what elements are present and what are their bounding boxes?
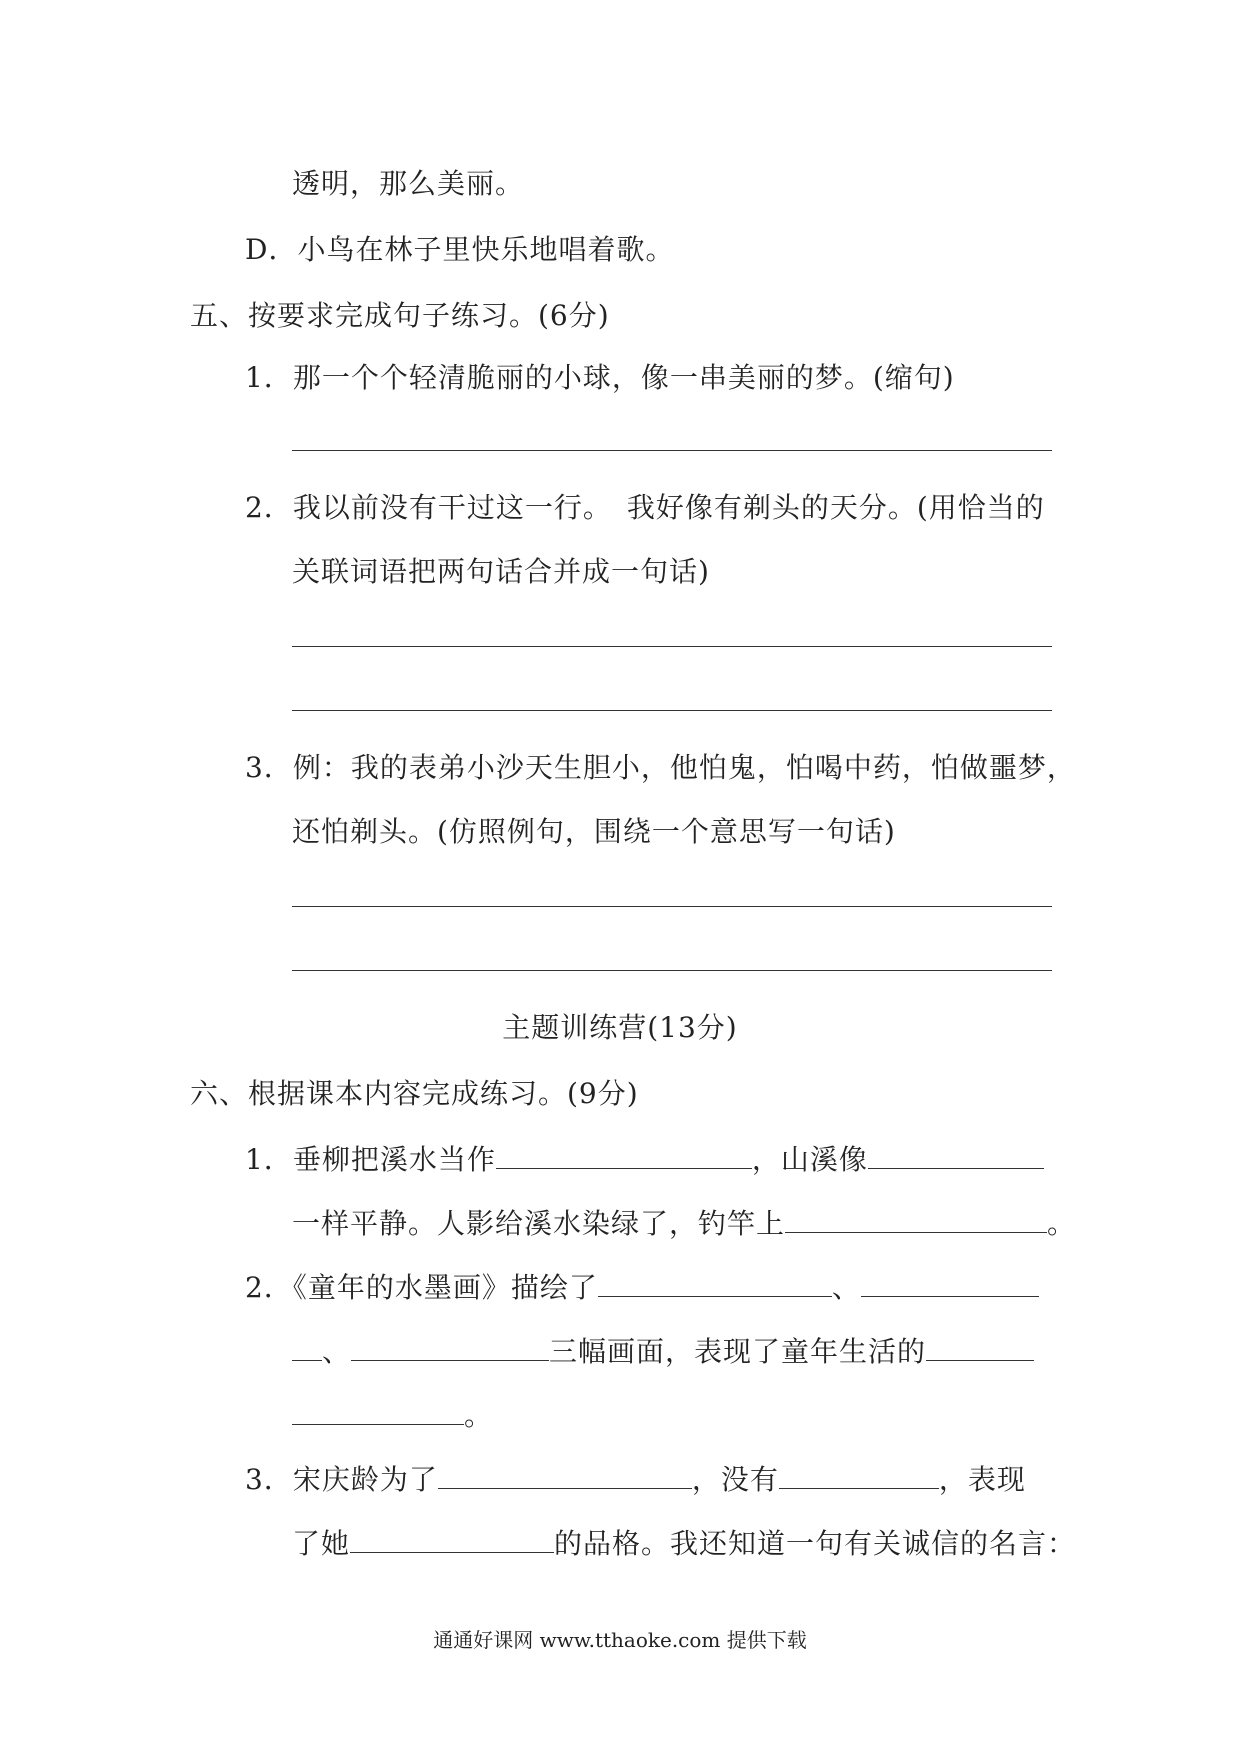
s6q1-text-b: ，山溪像 bbox=[751, 1143, 868, 1176]
s6q3-text-e: 的品格。我还知道一句有关诚信的名言： bbox=[554, 1527, 1077, 1560]
footer-download-note: 通通好课网 www.tthaoke.com 提供下载 bbox=[433, 1628, 807, 1652]
section5-q1: 1．那一个个轻清脆丽的小球，像一串美丽的梦。(缩句) bbox=[245, 361, 955, 394]
theme-title: 主题训练营(13分) bbox=[502, 1011, 738, 1044]
blank-s6q1-3[interactable] bbox=[785, 1206, 1047, 1233]
s6q2-text-c: 、 bbox=[322, 1335, 352, 1368]
s6q1-text-d: 。 bbox=[1047, 1207, 1077, 1240]
section6-q3-line1 bbox=[245, 1460, 1026, 1500]
blank-s6q2-3[interactable] bbox=[351, 1334, 549, 1361]
blank-s6q1-1[interactable] bbox=[496, 1142, 752, 1169]
s6q1-text-c: 一样平静。人影给溪水染绿了，钓竿上 bbox=[292, 1207, 786, 1240]
blank-s6q3-1[interactable] bbox=[438, 1462, 692, 1489]
s6q3-text-d: 了她 bbox=[292, 1527, 351, 1560]
section6-q2-line2 bbox=[292, 1332, 1034, 1372]
s6q2-text-b: 、 bbox=[831, 1271, 861, 1304]
s6q2-text-d: 三幅画面，表现了童年生活的 bbox=[549, 1335, 927, 1368]
section6-q1-line2 bbox=[292, 1204, 1076, 1244]
blank-s6q1-2[interactable] bbox=[868, 1142, 1044, 1169]
s6q3-text-c: ，表现 bbox=[938, 1463, 1026, 1496]
blank-s6q3-2[interactable] bbox=[779, 1462, 939, 1489]
section5-heading: 五、按要求完成句子练习。(6分) bbox=[190, 299, 610, 332]
section5-q2-line1: 2．我以前没有干过这一行。 我好像有剃头的天分。(用恰当的 bbox=[245, 491, 1045, 524]
section5-q3-line1: 3．例：我的表弟小沙天生胆小，他怕鬼，怕喝中药，怕做噩梦， bbox=[245, 751, 1076, 784]
section5-q3-line2: 还怕剃头。(仿照例句，围绕一个意思写一句话) bbox=[292, 815, 896, 848]
option-d: D．小鸟在林子里快乐地唱着歌。 bbox=[245, 233, 675, 266]
section6-heading: 六、根据课本内容完成练习。(9分) bbox=[190, 1077, 639, 1110]
s6q3-text-a: 3．宋庆龄为了 bbox=[245, 1463, 438, 1496]
blank-s6q2-2b[interactable] bbox=[292, 1334, 322, 1361]
answer-line-s5q1[interactable] bbox=[292, 450, 1052, 451]
section5-q2-line2: 关联词语把两句话合并成一句话) bbox=[292, 555, 710, 588]
answer-line-s5q2-a[interactable] bbox=[292, 646, 1052, 647]
section6-q3-line2 bbox=[292, 1524, 1076, 1564]
section6-q1-line1 bbox=[245, 1140, 1044, 1180]
answer-line-s5q2-b[interactable] bbox=[292, 710, 1052, 711]
s6q3-text-b: ，没有 bbox=[691, 1463, 779, 1496]
s6q1-text-a: 1．垂柳把溪水当作 bbox=[245, 1143, 496, 1176]
blank-s6q2-4a[interactable] bbox=[926, 1334, 1034, 1361]
answer-line-s5q3-a[interactable] bbox=[292, 906, 1052, 907]
blank-s6q2-4b[interactable] bbox=[292, 1398, 464, 1425]
section6-q2-line3 bbox=[292, 1396, 493, 1436]
section6-q2-line1 bbox=[245, 1268, 1039, 1308]
s6q2-text-a: 2．《童年的水墨画》描绘了 bbox=[245, 1271, 598, 1304]
blank-s6q3-3[interactable] bbox=[350, 1526, 554, 1553]
blank-s6q2-2a[interactable] bbox=[861, 1270, 1039, 1297]
s6q2-text-e: 。 bbox=[464, 1399, 494, 1432]
blank-s6q2-1[interactable] bbox=[598, 1270, 832, 1297]
answer-line-s5q3-b[interactable] bbox=[292, 970, 1052, 971]
option-c-continuation: 透明，那么美丽。 bbox=[292, 167, 525, 200]
